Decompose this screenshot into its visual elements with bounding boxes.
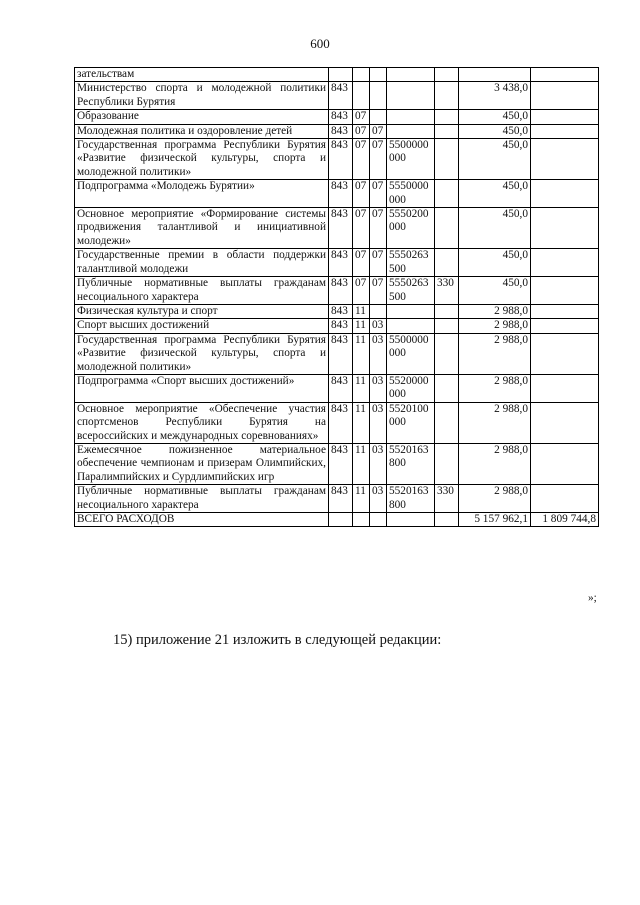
cell-rz: 07 — [353, 124, 370, 138]
cell-name: Молодежная политика и оздоровление детей — [75, 124, 329, 138]
cell-csr — [387, 319, 435, 333]
cell-csr: 5550263500 — [387, 249, 435, 277]
cell-name: Основное мероприятие «Формирование системы продвижения талантливой и инициативной молодежи» — [75, 208, 329, 249]
cell-grbs: 843 — [329, 402, 353, 443]
cell-vr — [435, 139, 459, 180]
table-row — [75, 513, 599, 527]
cell-grbs: 843 — [329, 249, 353, 277]
cell-sum-2 — [531, 319, 599, 333]
cell-sum-1: 450,0 — [459, 249, 531, 277]
cell-vr — [435, 110, 459, 124]
cell-csr: 5520163800 — [387, 485, 435, 513]
table-row — [75, 249, 599, 277]
cell-pr: 07 — [370, 277, 387, 305]
cell-rz — [353, 513, 370, 527]
cell-vr — [435, 180, 459, 208]
cell-sum-2: 1 809 744,8 — [531, 513, 599, 527]
cell-name: Государственная программа Республики Бурятия «Развитие физической культуры, спорта и молодежной политики» — [75, 333, 329, 374]
cell-sum-1: 2 988,0 — [459, 333, 531, 374]
cell-grbs: 843 — [329, 319, 353, 333]
cell-rz: 11 — [353, 443, 370, 484]
cell-sum-1: 3 438,0 — [459, 82, 531, 110]
cell-name: Основное мероприятие «Обеспечение участия спортсменов Республики Бурятия на всероссийских и международных соревнованиях» — [75, 402, 329, 443]
cell-grbs: 843 — [329, 124, 353, 138]
cell-pr: 03 — [370, 319, 387, 333]
table-row — [75, 319, 599, 333]
cell-pr: 03 — [370, 333, 387, 374]
cell-sum-2 — [531, 443, 599, 484]
cell-pr — [370, 304, 387, 318]
table-row — [75, 110, 599, 124]
table-row — [75, 333, 599, 374]
cell-csr — [387, 68, 435, 82]
cell-grbs: 843 — [329, 485, 353, 513]
cell-pr: 07 — [370, 180, 387, 208]
cell-csr — [387, 110, 435, 124]
cell-vr — [435, 304, 459, 318]
closing-quote-mark: »; — [588, 592, 597, 604]
cell-csr: 5520100000 — [387, 402, 435, 443]
cell-pr — [370, 82, 387, 110]
page-number: 600 — [310, 36, 330, 51]
cell-sum-2 — [531, 82, 599, 110]
cell-sum-1: 2 988,0 — [459, 443, 531, 484]
cell-vr — [435, 249, 459, 277]
cell-sum-2 — [531, 277, 599, 305]
table-row — [75, 82, 599, 110]
cell-sum-2 — [531, 485, 599, 513]
cell-sum-1: 2 988,0 — [459, 485, 531, 513]
cell-grbs: 843 — [329, 180, 353, 208]
cell-name: Образование — [75, 110, 329, 124]
cell-sum-1: 2 988,0 — [459, 319, 531, 333]
cell-sum-2 — [531, 333, 599, 374]
cell-csr — [387, 124, 435, 138]
cell-sum-2 — [531, 402, 599, 443]
cell-vr — [435, 68, 459, 82]
cell-grbs — [329, 513, 353, 527]
cell-sum-1: 2 988,0 — [459, 402, 531, 443]
cell-grbs: 843 — [329, 304, 353, 318]
cell-name: Подпрограмма «Молодежь Бурятии» — [75, 180, 329, 208]
cell-rz: 07 — [353, 180, 370, 208]
cell-grbs: 843 — [329, 333, 353, 374]
table-row — [75, 374, 599, 402]
cell-sum-1: 450,0 — [459, 124, 531, 138]
cell-vr — [435, 124, 459, 138]
cell-csr: 5550263500 — [387, 277, 435, 305]
table-row — [75, 304, 599, 318]
cell-sum-2 — [531, 208, 599, 249]
cell-grbs: 843 — [329, 277, 353, 305]
cell-pr: 03 — [370, 374, 387, 402]
cell-rz: 11 — [353, 374, 370, 402]
cell-pr — [370, 68, 387, 82]
cell-vr — [435, 513, 459, 527]
cell-pr: 07 — [370, 249, 387, 277]
cell-grbs: 843 — [329, 374, 353, 402]
cell-rz: 11 — [353, 333, 370, 374]
cell-rz: 11 — [353, 304, 370, 318]
cell-pr — [370, 110, 387, 124]
table-row — [75, 139, 599, 180]
cell-csr: 5520163800 — [387, 443, 435, 484]
cell-rz: 07 — [353, 110, 370, 124]
cell-pr: 07 — [370, 139, 387, 180]
cell-sum-2 — [531, 139, 599, 180]
table-body — [75, 68, 599, 527]
cell-vr — [435, 374, 459, 402]
cell-sum-1: 450,0 — [459, 139, 531, 180]
cell-pr: 03 — [370, 443, 387, 484]
cell-name: Подпрограмма «Спорт высших достижений» — [75, 374, 329, 402]
cell-sum-1: 5 157 962,1 — [459, 513, 531, 527]
cell-name: Ежемесячное пожизненное материальное обеспечение чемпионам и призерам Олимпийских, Паралимпийских и Сурдлимпийских игр — [75, 443, 329, 484]
cell-name: Физическая культура и спорт — [75, 304, 329, 318]
cell-rz: 07 — [353, 139, 370, 180]
table-row — [75, 485, 599, 513]
cell-csr: 5520000000 — [387, 374, 435, 402]
cell-name: Государственная программа Республики Бурятия «Развитие физической культуры, спорта и молодежной политики» — [75, 139, 329, 180]
table-row — [75, 402, 599, 443]
cell-sum-1: 450,0 — [459, 180, 531, 208]
cell-name: Государственные премии в области поддержки талантливой молодежи — [75, 249, 329, 277]
cell-rz: 11 — [353, 402, 370, 443]
cell-sum-2 — [531, 68, 599, 82]
cell-pr: 03 — [370, 402, 387, 443]
cell-csr — [387, 304, 435, 318]
cell-csr: 5550000000 — [387, 180, 435, 208]
cell-sum-2 — [531, 374, 599, 402]
cell-vr — [435, 443, 459, 484]
cell-vr — [435, 82, 459, 110]
cell-pr: 07 — [370, 208, 387, 249]
expenditure-table — [74, 67, 599, 527]
cell-sum-2 — [531, 110, 599, 124]
cell-rz — [353, 68, 370, 82]
cell-name: Спорт высших достижений — [75, 319, 329, 333]
table-row — [75, 208, 599, 249]
cell-grbs: 843 — [329, 82, 353, 110]
cell-rz: 07 — [353, 277, 370, 305]
cell-name: Публичные нормативные выплаты гражданам несоциального характера — [75, 485, 329, 513]
table-row — [75, 68, 599, 82]
cell-sum-2 — [531, 304, 599, 318]
cell-csr — [387, 82, 435, 110]
cell-name: ВСЕГО РАСХОДОВ — [75, 513, 329, 527]
cell-name: зательствам — [75, 68, 329, 82]
cell-rz: 07 — [353, 249, 370, 277]
cell-rz: 11 — [353, 485, 370, 513]
cell-pr: 07 — [370, 124, 387, 138]
cell-sum-1: 450,0 — [459, 110, 531, 124]
cell-sum-2 — [531, 124, 599, 138]
cell-pr: 03 — [370, 485, 387, 513]
cell-csr: 5500000000 — [387, 333, 435, 374]
cell-vr: 330 — [435, 485, 459, 513]
cell-vr: 330 — [435, 277, 459, 305]
cell-csr: 5500000000 — [387, 139, 435, 180]
cell-sum-1 — [459, 68, 531, 82]
table-row — [75, 180, 599, 208]
cell-grbs — [329, 68, 353, 82]
cell-pr — [370, 513, 387, 527]
table-row — [75, 277, 599, 305]
cell-vr — [435, 208, 459, 249]
cell-sum-2 — [531, 180, 599, 208]
cell-name: Министерство спорта и молодежной политики Республики Бурятия — [75, 82, 329, 110]
amendment-instruction: 15) приложение 21 изложить в следующей редакции: — [113, 632, 442, 648]
cell-sum-2 — [531, 249, 599, 277]
cell-csr: 5550200000 — [387, 208, 435, 249]
cell-name: Публичные нормативные выплаты гражданам несоциального характера — [75, 277, 329, 305]
cell-vr — [435, 319, 459, 333]
cell-grbs: 843 — [329, 208, 353, 249]
table-row — [75, 124, 599, 138]
cell-rz — [353, 82, 370, 110]
cell-csr — [387, 513, 435, 527]
cell-sum-1: 2 988,0 — [459, 374, 531, 402]
cell-vr — [435, 333, 459, 374]
cell-vr — [435, 402, 459, 443]
cell-rz: 11 — [353, 319, 370, 333]
cell-grbs: 843 — [329, 110, 353, 124]
cell-grbs: 843 — [329, 139, 353, 180]
cell-sum-1: 450,0 — [459, 208, 531, 249]
cell-rz: 07 — [353, 208, 370, 249]
cell-grbs: 843 — [329, 443, 353, 484]
cell-sum-1: 450,0 — [459, 277, 531, 305]
table-row — [75, 443, 599, 484]
cell-sum-1: 2 988,0 — [459, 304, 531, 318]
